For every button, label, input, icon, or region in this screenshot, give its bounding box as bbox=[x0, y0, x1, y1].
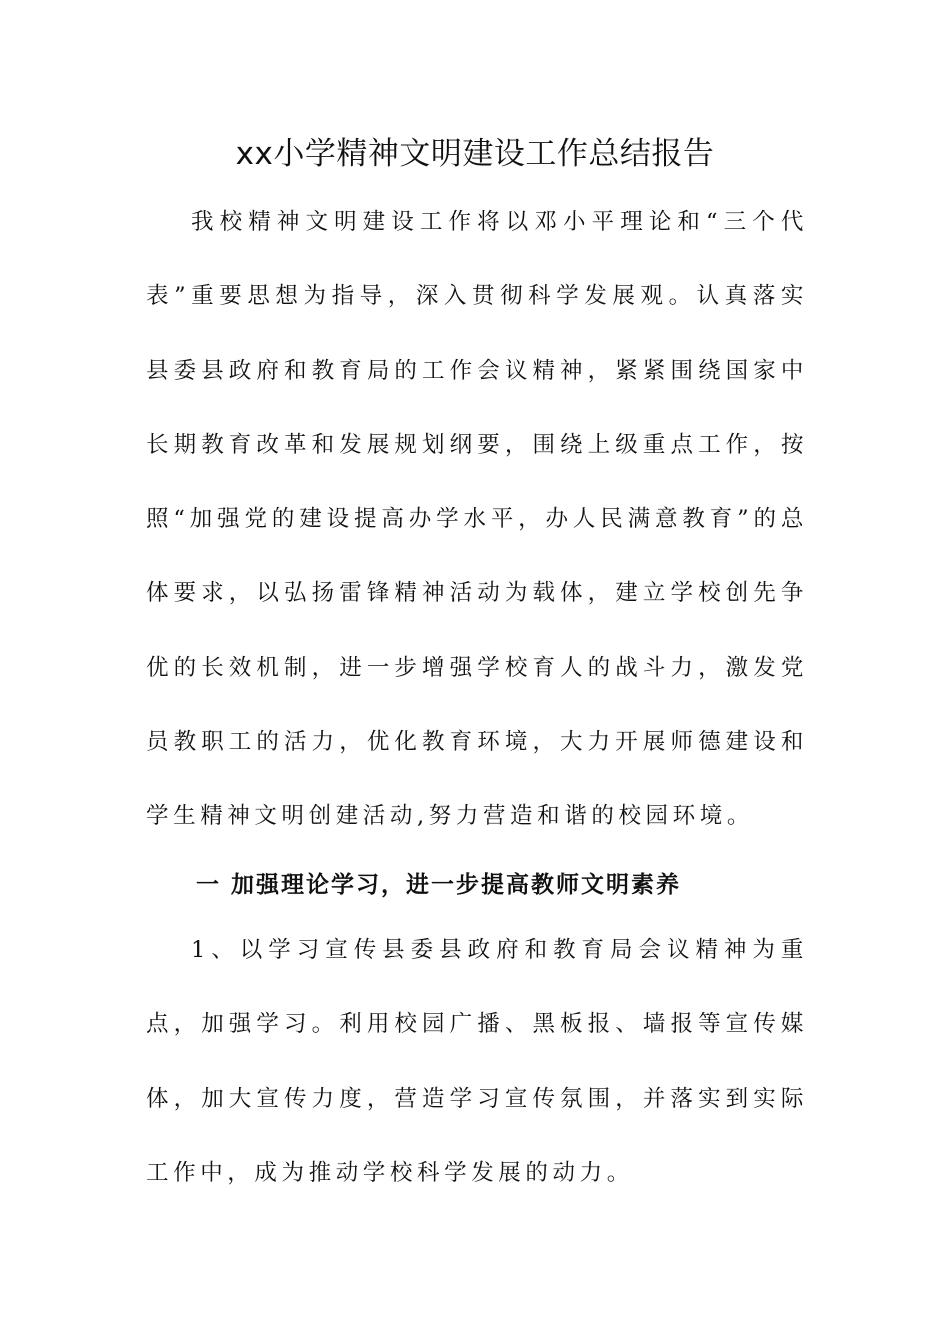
intro-paragraph: 我校精神文明建设工作将以邓小平理论和“三个代表”重要思想为指导，深入贯彻科学发展观。认真落实县委县政府和教育局的工作会议精神，紧紧围绕国家中长期教育改革和发展规划纲要，围绕上级重点工作，按照“加强党的建设提高办学水平，办人民满意教育”的总体要求，以弘扬雷锋精神活动为载体，建立学校创先争优的长效机制，进一步增强学校育人的战斗力，激发党员教职工的活力，优化教育环境，大力开展师德建设和学生精神文明创建活动,努力营造和谐的校园环境。 bbox=[146, 209, 808, 830]
document-title: xx小学精神文明建设工作总结报告 bbox=[235, 136, 715, 172]
section-heading: 一 加强理论学习，进一步提高教师文明素养 bbox=[196, 872, 682, 898]
section-item-paragraph: 1、以学习宣传县委县政府和教育局会议精神为重点，加强学习。利用校园广播、黑板报、墙报等宣传媒体，加大宣传力度，营造学习宣传氛围，并落实到实际工作中，成为推动学校科学发展的动力。 bbox=[146, 937, 808, 1186]
